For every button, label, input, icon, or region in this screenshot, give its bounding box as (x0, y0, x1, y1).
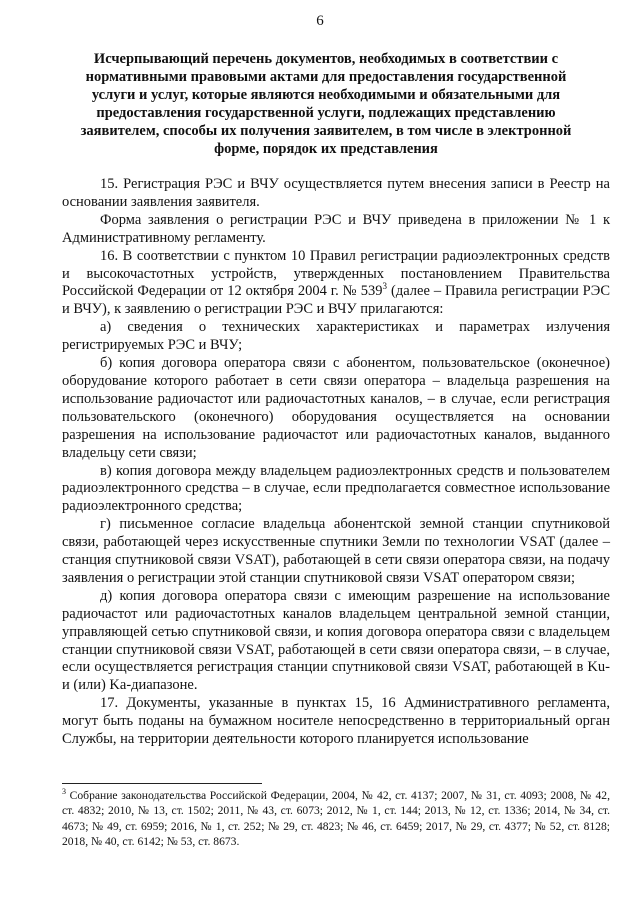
list-item-g: г) письменное согласие владельца абонентской земной станции спутниковой связи, работающей через искусственные спутники Земли по технологии VSAT (далее – станция спутниковой связи VSAT), работающей в сети связи оператора связи, на подачу заявления о регистрации этой станции спутниковой связи VSAT оператором связи; (62, 516, 610, 586)
document-body (62, 176, 610, 749)
footnote (62, 788, 610, 850)
paragraph-15: 15. Регистрация РЭС и ВЧУ осуществляется путем внесения записи в Реестр на основании заявления заявителя. (62, 176, 610, 210)
paragraph-15-form: Форма заявления о регистрации РЭС и ВЧУ приведена в приложении № 1 к Административному регламенту. (62, 211, 610, 246)
footnote-text: Собрание законодательства Российской Федерации, 2004, № 42, ст. 4137; 2007, № 31, ст. 4093; 2008, № 42, ст. 4832; 2010, № 13, ст. 1502; 2011, № 43, ст. 6073; 2012, № 1, ст. 144; 2013, № 12, ст. 1336; 2014, № 34, ст. 4673; № 49, ст. 6959; 2016, № 1, ст. 252; № 29, ст. 4823; № 46, ст. 6459; 2017, № 29, ст. 4377; № 52, ст. 8128; 2018, № 40, ст. 6142; № 53, ст. 8673. (62, 789, 610, 849)
footnote-reference: 3 (382, 281, 388, 292)
paragraph-17: 17. Документы, указанные в пунктах 15, 16 Административного регламента, могут быть поданы на бумажном носителе непосредственно в территориальный орган Службы, на территории деятельности которого планируется использование (62, 695, 610, 748)
paragraph-16-text: 16. В соответствии с пунктом 10 Правил регистрации радиоэлектронных средств и высокочастотных устройств, утвержденных постановлением Правительства Российской Федерации от 12 октября 2004 г. № 539 (62, 247, 610, 300)
paragraph-16 (62, 248, 610, 320)
list-item-b: б) копия договора оператора связи с абонентом, пользовательское (оконечное) оборудование которого работает в сети связи оператора – владельца разрешения на использование радиочастот или радиочастотных каналов, – в случае, если регистрация пользовательского (оконечного) оборудования осуществляется на основании разрешения на использование радиочастот или радиочастотных каналов, выданного владельцу сети связи; (62, 355, 610, 461)
section-heading: Исчерпывающий перечень документов, необходимых в соответствии с нормативными правовыми актами для предоставления государственной услуги и услуг, которые являются необходимыми и обязательными для предоставления государственной услуги, подлежащих представлению заявителем, способы их получения заявителем, в том числе в электронной форме, порядок их представления (80, 51, 572, 157)
list-item-a: а) сведения о технических характеристиках и параметрах излучения регистрируемых РЭС и ВЧУ; (62, 319, 610, 354)
paragraph-16-continuation: (далее – Правила регистрации РЭС и ВЧУ), к заявлению о регистрации РЭС и ВЧУ прилагаются: (62, 283, 610, 318)
page-number: 6 (316, 13, 324, 29)
footnote-marker: 3 (62, 787, 66, 797)
list-item-v: в) копия договора между владельцем радиоэлектронных средств и пользователем радиоэлектронного средства – в случае, если предполагается совместное использование радиоэлектронного средства; (62, 462, 610, 515)
list-item-d: д) копия договора оператора связи с имеющим разрешение на использование радиочастот или радиочастотных каналов владельцем центральной земной станции, управляющей сетью спутниковой связи, и копия договора оператора связи с владельцем станции спутниковой связи VSAT, работающей в сети связи оператора связи, – в случае, если осуществляется регистрация станции спутниковой связи VSAT, работающей в Ku- и (или) Ka-диапазоне. (62, 587, 610, 694)
footnote-separator (62, 783, 262, 784)
